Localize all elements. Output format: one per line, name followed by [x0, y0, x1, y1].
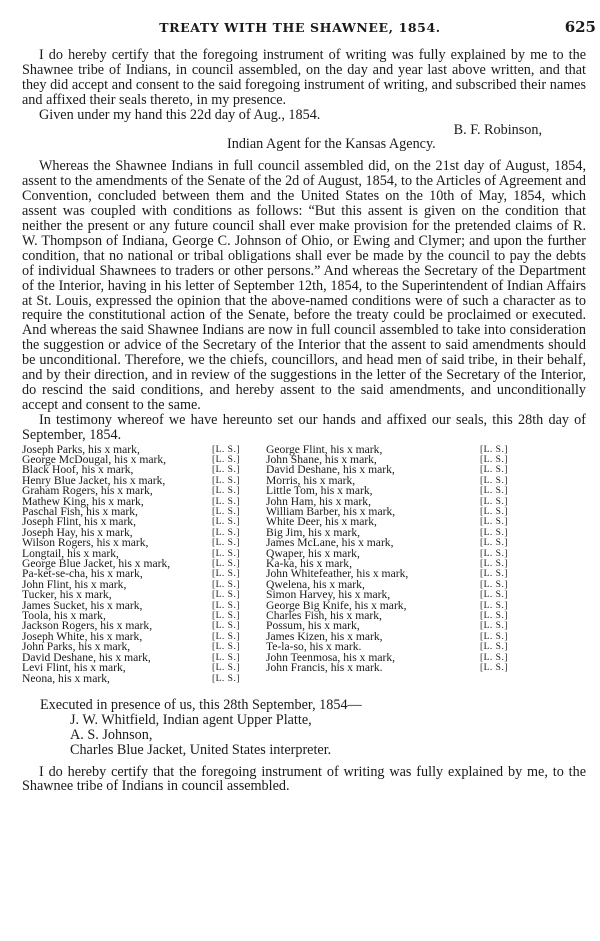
signatory-name: Henry Blue Jacket, his x mark,: [22, 473, 166, 487]
seal-mark: [L. S.]: [211, 611, 240, 622]
signatory-name: George Big Knife, his x mark,: [266, 598, 407, 612]
signatory-name: Tucker, his x mark,: [22, 588, 112, 602]
page-number: 625: [564, 18, 596, 36]
assent-paragraph: Whereas the Shawnee Indians in full council assembled did, on the 21st day of August, 1854, assent to the amendments of the Senate of the 2d of August, 1854, to the Articles of Agreement and Convention, concluded between them and the United States on the 10th of May, 1854, which assent was coupled with conditions as follows: “But this assent is given on the condition that neither the present or any future council shall ever make provision for the pretended claims of R. W. Thompson of Indiana, George C. Johnson of Ohio, or Ewing and Clymer; and upon the further condition, that no national or tribal obligations shall ever be made by the council to pay the debts of individual Shawnees to traders or other persons.” And whereas the Secretary of the Department of the Interior, having in his letter of September 12th, 1854, to the Superintendent of Indian Affairs at St. Louis, expressed the opinion that the above-named conditions were of such a character as to require the constitutional action of the Senate, before the treaty could be proclaimed or executed. And whereas the said Shawnee Indians are now in full council assembled to take into consideration the suggestion or advice of the Secretary of the Interior that the assent to said amendments should be unconditional. Therefore, we the chiefs, councillors, and head men of said tribe, in their behalf, and by their direction, and in review of the suggestions in the letter of the Secretary of the Interior, do rescind the said conditions, and hereby assent to the said amendments, and unconditionally accept and consent to the same.: [22, 158, 586, 413]
signatory-name: Qwelena, his x mark,: [266, 577, 365, 591]
signatory-name: James McLane, his x mark,: [266, 536, 394, 550]
seal-mark: [L. S.]: [479, 444, 508, 455]
seal-mark: [L. S.]: [479, 663, 508, 674]
seal-mark: [L. S.]: [211, 673, 240, 684]
signatory-name: David Deshane, his x mark,: [22, 650, 151, 664]
seal-mark: [L. S.]: [211, 642, 240, 653]
seal-mark: [L. S.]: [211, 590, 240, 601]
seal-mark: [L. S.]: [479, 590, 508, 601]
seal-mark: [L. S.]: [479, 611, 508, 622]
signatory-name: Joseph White, his x mark,: [22, 629, 143, 643]
signatory-name: Joseph Parks, his x mark,: [22, 442, 140, 456]
signatory-name: Qwaper, his x mark,: [266, 546, 360, 560]
signatory-name: Morris, his x mark,: [266, 473, 356, 487]
seal-mark: [L. S.]: [211, 569, 240, 580]
signatory-row: [22, 671, 266, 685]
certificate-paragraph: I do hereby certify that the foregoing instrument of writing was fully explained by me to the Shawnee tribe of Indians, in council assembled, on the day and year last above written, and that they did accept and consent to the said foregoing instrument of writing, and subscribed their names and affixed their seals thereto, in my presence.: [22, 47, 586, 108]
signatory-name: David Deshane, his x mark,: [266, 463, 395, 477]
seal-mark: [L. S.]: [479, 559, 508, 570]
page-header: [0, 16, 600, 38]
running-head: TREATY WITH THE SHAWNEE, 1854.: [159, 20, 441, 35]
signatories-right-column: [266, 442, 510, 684]
signatory-name: James Kizen, his x mark,: [266, 629, 383, 643]
signatory-name: John Teenmosa, his x mark,: [266, 650, 396, 664]
seal-mark: [L. S.]: [211, 631, 240, 642]
seal-mark: [L. S.]: [211, 486, 240, 497]
signatory-name: James Sucket, his x mark,: [22, 598, 143, 612]
seal-mark: [L. S.]: [479, 527, 508, 538]
signatory-name: Te-la-so, his x mark.: [266, 640, 362, 654]
signatory-name: Jackson Rogers, his x mark,: [22, 619, 153, 633]
seal-mark: [L. S.]: [479, 496, 508, 507]
seal-mark: [L. S.]: [479, 507, 508, 517]
signatory-name: John Whitefeather, his x mark,: [266, 567, 409, 581]
signatory-name: Pa-ket-se-cha, his x mark,: [22, 567, 143, 581]
signatory-name: John Ham, his x mark,: [266, 494, 371, 508]
seal-mark: [L. S.]: [479, 486, 508, 497]
execution-block: [22, 698, 586, 758]
signatory-name: John Shane, his x mark,: [266, 452, 377, 466]
witness-line: A. S. Johnson,: [70, 726, 153, 743]
seal-mark: [L. S.]: [211, 527, 240, 538]
signatory-name: Toola, his x mark,: [22, 609, 106, 623]
signatory-name: George Flint, his x mark,: [266, 442, 383, 456]
seal-mark: [L. S.]: [479, 652, 508, 663]
signatory-name: John Flint, his x mark,: [22, 577, 127, 591]
seal-mark: [L. S.]: [211, 454, 240, 465]
signatories-table: [22, 442, 586, 685]
signatory-name: George Blue Jacket, his x mark,: [22, 557, 171, 571]
seal-mark: [L. S.]: [211, 579, 240, 590]
signatory-name: Little Tom, his x mark,: [266, 484, 373, 498]
seal-mark: [L. S.]: [211, 652, 240, 663]
signatory-name: George McDougal, his x mark,: [22, 452, 167, 466]
seal-mark: [L. S.]: [479, 548, 508, 559]
seal-mark: [L. S.]: [479, 454, 508, 465]
seal-mark: [L. S.]: [479, 642, 508, 653]
seal-mark: [L. S.]: [211, 538, 240, 549]
signatory-name: Possum, his x mark,: [266, 619, 360, 633]
seal-mark: [L. S.]: [211, 475, 240, 486]
seal-mark: [L. S.]: [479, 538, 508, 549]
seal-mark: [L. S.]: [211, 517, 240, 528]
signatory-name: Joseph Flint, his x mark,: [22, 515, 137, 529]
seal-mark: [L. S.]: [211, 600, 240, 611]
seal-mark: [L. S.]: [211, 621, 240, 632]
signatories-left-column: [22, 442, 266, 685]
seal-mark: [L. S.]: [479, 569, 508, 580]
seal-mark: [L. S.]: [479, 621, 508, 632]
signer-name: B. F. Robinson,: [453, 121, 542, 138]
signatory-name: Black Hoof, his x mark,: [22, 463, 134, 477]
signatory-name: Big Jim, his x mark,: [266, 525, 361, 539]
second-certificate-paragraph: I do hereby certify that the foregoing instrument of writing was fully explained by me, to the Shawnee tribe of Indians in council assembled.: [22, 763, 586, 795]
signatory-name: Levi Flint, his x mark,: [22, 661, 126, 675]
seal-mark: [L. S.]: [211, 507, 240, 517]
seal-mark: [L. S.]: [211, 548, 240, 559]
seal-mark: [L. S.]: [479, 475, 508, 486]
signatory-name: Mathew King, his x mark,: [22, 494, 144, 508]
signatory-name: John Parks, his x mark,: [22, 640, 131, 654]
seal-mark: [L. S.]: [479, 600, 508, 611]
witness-line: Charles Blue Jacket, United States interpreter.: [70, 741, 332, 758]
given-line: Given under my hand this 22d day of Aug., 1854.: [39, 106, 321, 123]
witness-line: J. W. Whitfield, Indian agent Upper Platte,: [70, 711, 312, 728]
document-body: [22, 48, 586, 794]
signatory-name: Ka-ka, his x mark,: [266, 557, 352, 571]
seal-mark: [L. S.]: [211, 663, 240, 674]
signatory-row: [266, 663, 508, 673]
signatory-name: Paschal Fish, his x mark,: [22, 505, 138, 518]
signatory-name: Simon Harvey, his x mark,: [266, 588, 391, 602]
signatory-name: Wilson Rogers, his x mark,: [22, 536, 149, 550]
signatory-name: William Barber, his x mark,: [266, 505, 396, 518]
signatory-name: Joseph Hay, his x mark,: [22, 525, 133, 539]
signatory-name: Neona, his x mark,: [22, 671, 110, 685]
signatory-name: Charles Fish, his x mark,: [266, 609, 382, 623]
seal-mark: [L. S.]: [479, 579, 508, 590]
signatory-name: White Deer, his x mark,: [266, 515, 377, 529]
seal-mark: [L. S.]: [211, 444, 240, 455]
execution-line: Executed in presence of us, this 28th September, 1854—: [40, 696, 362, 713]
seal-mark: [L. S.]: [479, 631, 508, 642]
seal-mark: [L. S.]: [211, 496, 240, 507]
seal-mark: [L. S.]: [211, 559, 240, 570]
signatory-name: Graham Rogers, his x mark,: [22, 484, 153, 498]
signer-title: Indian Agent for the Kansas Agency.: [227, 136, 436, 153]
seal-mark: [L. S.]: [479, 517, 508, 528]
seal-mark: [L. S.]: [479, 465, 508, 476]
testimony-paragraph: In testimony whereof we have hereunto set our hands and affixed our seals, this 28th day of September, 1854.: [22, 411, 586, 443]
seal-mark: [L. S.]: [211, 465, 240, 476]
signatory-name: Longtail, his x mark,: [22, 546, 119, 560]
signatory-name: John Francis, his x mark.: [266, 661, 383, 675]
